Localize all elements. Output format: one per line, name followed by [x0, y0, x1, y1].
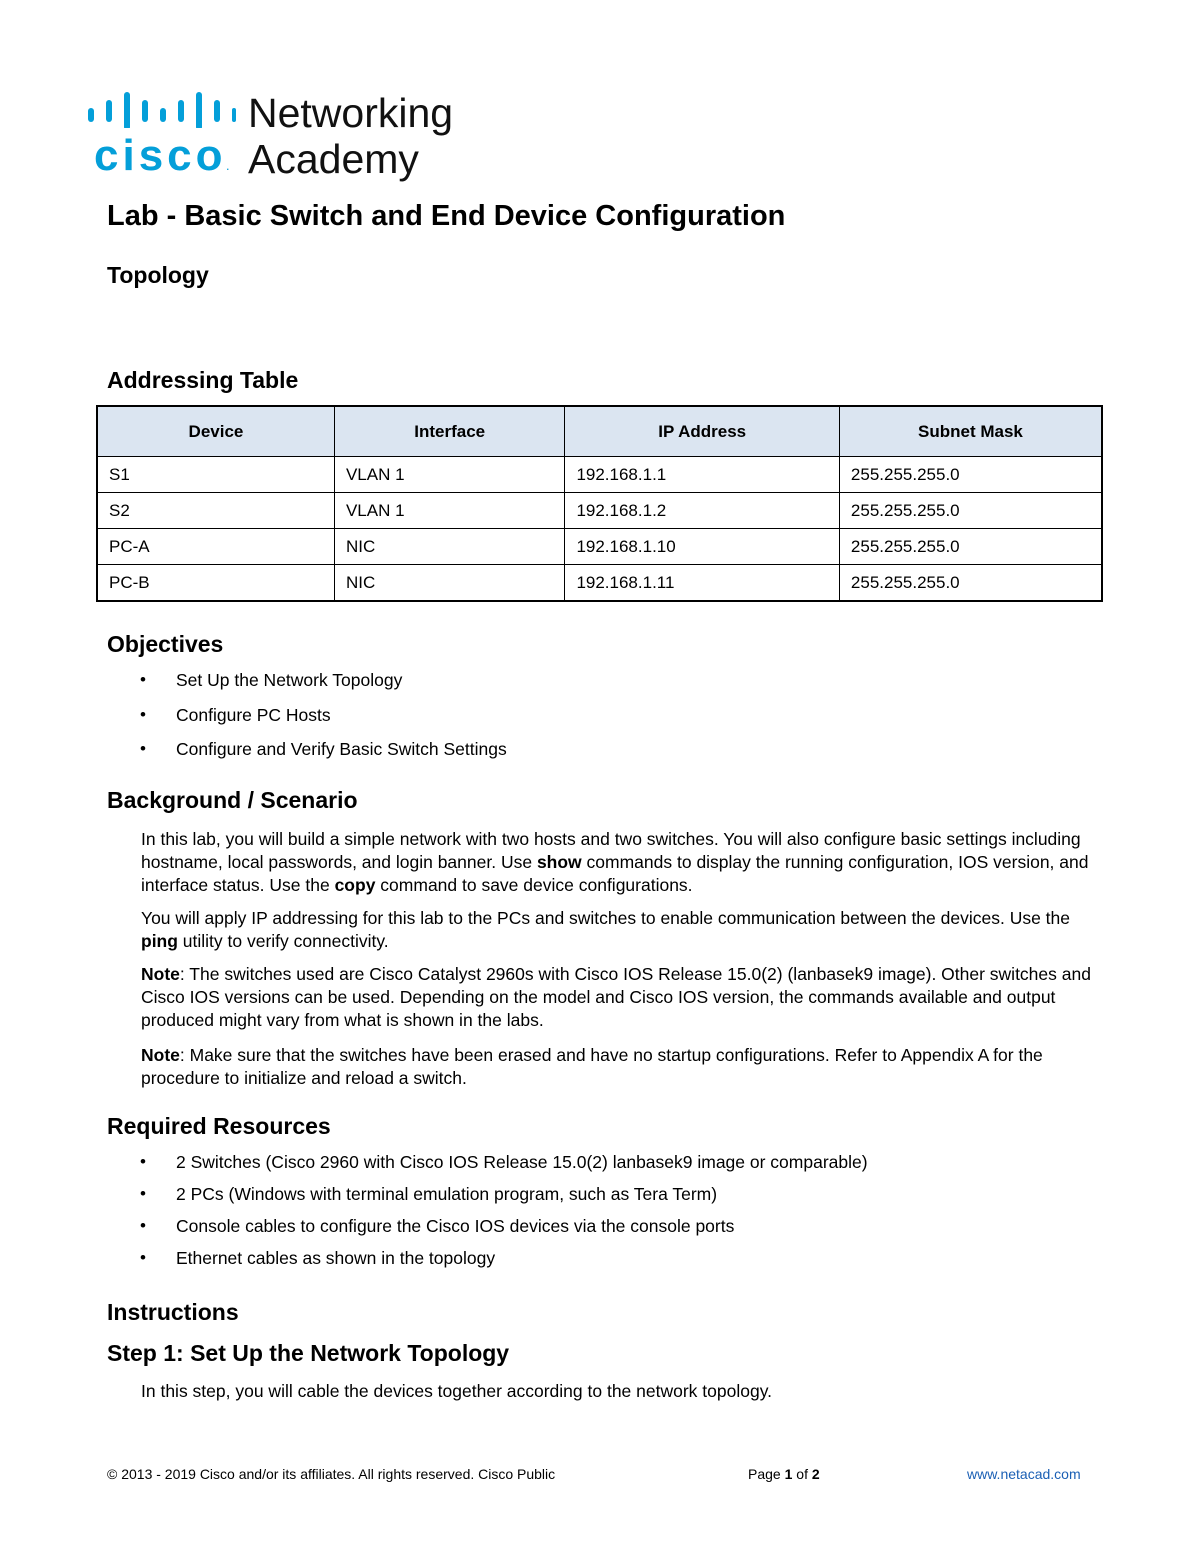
- step-1-text: In this step, you will cable the devices together according to the network topology.: [141, 1381, 773, 1401]
- cisco-bridge-bars-icon: [86, 92, 236, 128]
- footer-url-link[interactable]: www.netacad.com: [967, 1466, 1081, 1482]
- list-item: • Configure and Verify Basic Switch Settings: [140, 739, 507, 760]
- cisco-wordmark: cisco.: [94, 131, 230, 180]
- table-cell: 192.168.1.11: [565, 565, 839, 602]
- page-title: Lab - Basic Switch and End Device Configuration: [107, 200, 786, 232]
- list-item: • 2 PCs (Windows with terminal emulation program, such as Tera Term): [140, 1184, 868, 1216]
- note-paragraph-1: Note: The switches used are Cisco Catalyst 2960s with Cisco IOS Release 15.0(2) (lanbasek9 image). Other switches and Cisco IOS versions can be used. Depending on the model and Cisco IOS version, the commands available and output produced might vary from what is shown in the labs.: [141, 964, 1091, 1030]
- column-header: Device: [97, 406, 334, 457]
- table-cell: 192.168.1.2: [565, 493, 839, 529]
- networking-academy-wordmark: Networking Academy: [248, 90, 454, 182]
- table-cell: S1: [97, 457, 334, 493]
- table-cell: 192.168.1.1: [565, 457, 839, 493]
- background-paragraph-2: You will apply IP addressing for this lab to the PCs and switches to enable communication between the devices. Use the ping utility to verify connectivity.: [141, 908, 1071, 951]
- background-paragraph-1: In this lab, you will build a simple network with two hosts and two switches. You will also configure basic settings including hostname, local passwords, and login banner. Use show commands to display the running configuration, IOS version, and interface status. Use the copy command to save device configurations.: [141, 829, 1089, 895]
- table-cell: 255.255.255.0: [839, 529, 1102, 565]
- table-cell: VLAN 1: [334, 493, 565, 529]
- table-cell: 255.255.255.0: [839, 565, 1102, 602]
- table-cell: 192.168.1.10: [565, 529, 839, 565]
- footer-page-number: Page 1 of 2: [748, 1466, 820, 1482]
- list-item: • 2 Switches (Cisco 2960 with Cisco IOS Release 15.0(2) lanbasek9 image or comparable): [140, 1152, 868, 1184]
- addressing-table: [96, 405, 1103, 602]
- column-header: Subnet Mask: [839, 406, 1102, 457]
- table-cell: 255.255.255.0: [839, 457, 1102, 493]
- list-item: • Set Up the Network Topology: [140, 670, 507, 705]
- background-heading: Background / Scenario: [107, 787, 358, 813]
- table-cell: PC-A: [97, 529, 334, 565]
- table-cell: VLAN 1: [334, 457, 565, 493]
- column-header: IP Address: [565, 406, 839, 457]
- table-cell: NIC: [334, 565, 565, 602]
- resources-list: [140, 1152, 868, 1269]
- note-paragraph-2: Note: Make sure that the switches have been erased and have no startup configurations. Refer to Appendix A for the procedure to initialize and reload a switch.: [141, 1045, 1043, 1088]
- required-resources-heading: Required Resources: [107, 1113, 331, 1139]
- column-header: Interface: [334, 406, 565, 457]
- objectives-list: [140, 670, 507, 760]
- list-item: • Configure PC Hosts: [140, 705, 507, 740]
- step-1-heading: Step 1: Set Up the Network Topology: [107, 1340, 510, 1366]
- table-cell: PC-B: [97, 565, 334, 602]
- addressing-table-heading: Addressing Table: [107, 367, 299, 393]
- cisco-networking-academy-logo: [82, 86, 502, 186]
- table-row: [97, 529, 1102, 565]
- table-cell: NIC: [334, 529, 565, 565]
- footer-copyright: © 2013 - 2019 Cisco and/or its affiliates. All rights reserved. Cisco Public: [107, 1466, 556, 1482]
- list-item: • Ethernet cables as shown in the topology: [140, 1248, 868, 1269]
- instructions-heading: Instructions: [107, 1299, 239, 1325]
- list-item: • Console cables to configure the Cisco IOS devices via the console ports: [140, 1216, 868, 1248]
- table-cell: 255.255.255.0: [839, 493, 1102, 529]
- table-header-row: [97, 406, 1102, 457]
- table-row: [97, 493, 1102, 529]
- table-cell: S2: [97, 493, 334, 529]
- objectives-heading: Objectives: [107, 631, 224, 657]
- table-row: [97, 457, 1102, 493]
- table-row: [97, 565, 1102, 602]
- topology-heading: Topology: [107, 262, 209, 288]
